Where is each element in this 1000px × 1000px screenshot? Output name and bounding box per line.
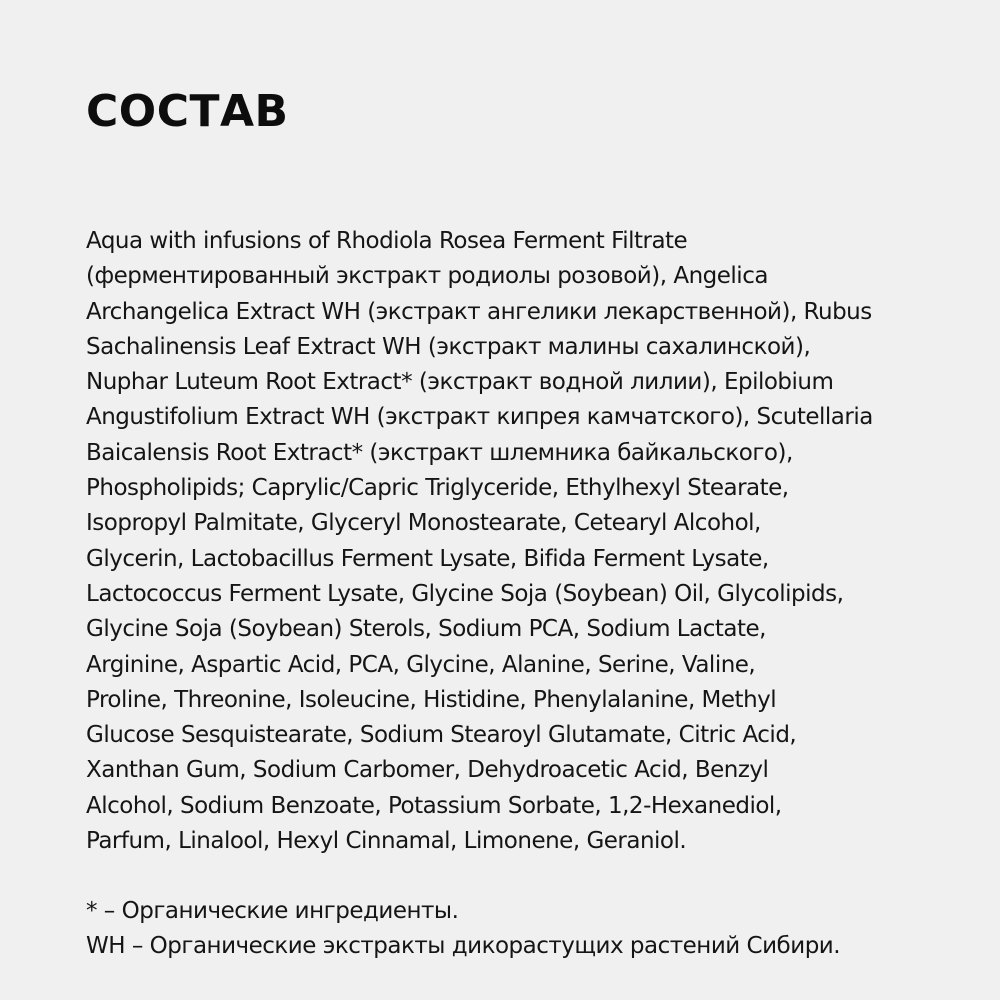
ingredients-line: Lactococcus Ferment Lysate, Glycine Soja (Soybean) Oil, Glycolipids, bbox=[86, 580, 844, 607]
ingredients-line: Sachalinensis Leaf Extract WH (экстракт малины сахалинской), bbox=[86, 333, 811, 360]
ingredients-line: Glucose Sesquistearate, Sodium Stearoyl Glutamate, Citric Acid, bbox=[86, 722, 797, 749]
ingredients-line: Angustifolium Extract WH (экстракт кипрея камчатского), Scutellaria bbox=[86, 404, 873, 431]
ingredients-line: Arginine, Aspartic Acid, PCA, Glycine, Alanine, Serine, Valine, bbox=[86, 651, 756, 678]
ingredients-line: Isopropyl Palmitate, Glyceryl Monostearate, Cetearyl Alcohol, bbox=[86, 510, 761, 537]
footnotes bbox=[86, 894, 940, 964]
ingredients-line: Phospholipids; Caprylic/Capric Triglyceride, Ethylhexyl Stearate, bbox=[86, 475, 789, 502]
ingredients-line: Glycerin, Lactobacillus Ferment Lysate, Bifida Ferment Lysate, bbox=[86, 545, 769, 572]
ingredients-line: Alcohol, Sodium Benzoate, Potassium Sorbate, 1,2-Hexanediol, bbox=[86, 792, 782, 819]
page-title: СОСТАВ bbox=[86, 86, 289, 137]
ingredients-line: Parfum, Linalool, Hexyl Cinnamal, Limonene, Geraniol. bbox=[86, 828, 687, 855]
footnote-organic: * – Органические ингредиенты. bbox=[86, 898, 459, 925]
ingredients-list bbox=[86, 224, 940, 859]
ingredients-line: (ферментированный экстракт родиолы розовой), Angelica bbox=[86, 263, 768, 290]
ingredients-line: Archangelica Extract WH (экстракт ангелики лекарственной), Rubus bbox=[86, 298, 872, 325]
ingredients-line: Nuphar Luteum Root Extract* (экстракт водной лилии), Epilobium bbox=[86, 369, 834, 396]
ingredients-line: Aqua with infusions of Rhodiola Rosea Ferment Filtrate bbox=[86, 228, 688, 254]
footnote-wild-harvest: WH – Органические экстракты дикорастущих растений Сибири. bbox=[86, 933, 841, 960]
ingredients-line: Glycine Soja (Soybean) Sterols, Sodium PCA, Sodium Lactate, bbox=[86, 616, 766, 643]
ingredients-line: Baicalensis Root Extract* (экстракт шлемника байкальского), bbox=[86, 439, 793, 466]
ingredients-line: Xanthan Gum, Sodium Carbomer, Dehydroacetic Acid, Benzyl bbox=[86, 757, 769, 784]
ingredients-line: Proline, Threonine, Isoleucine, Histidine, Phenylalanine, Methyl bbox=[86, 686, 777, 713]
